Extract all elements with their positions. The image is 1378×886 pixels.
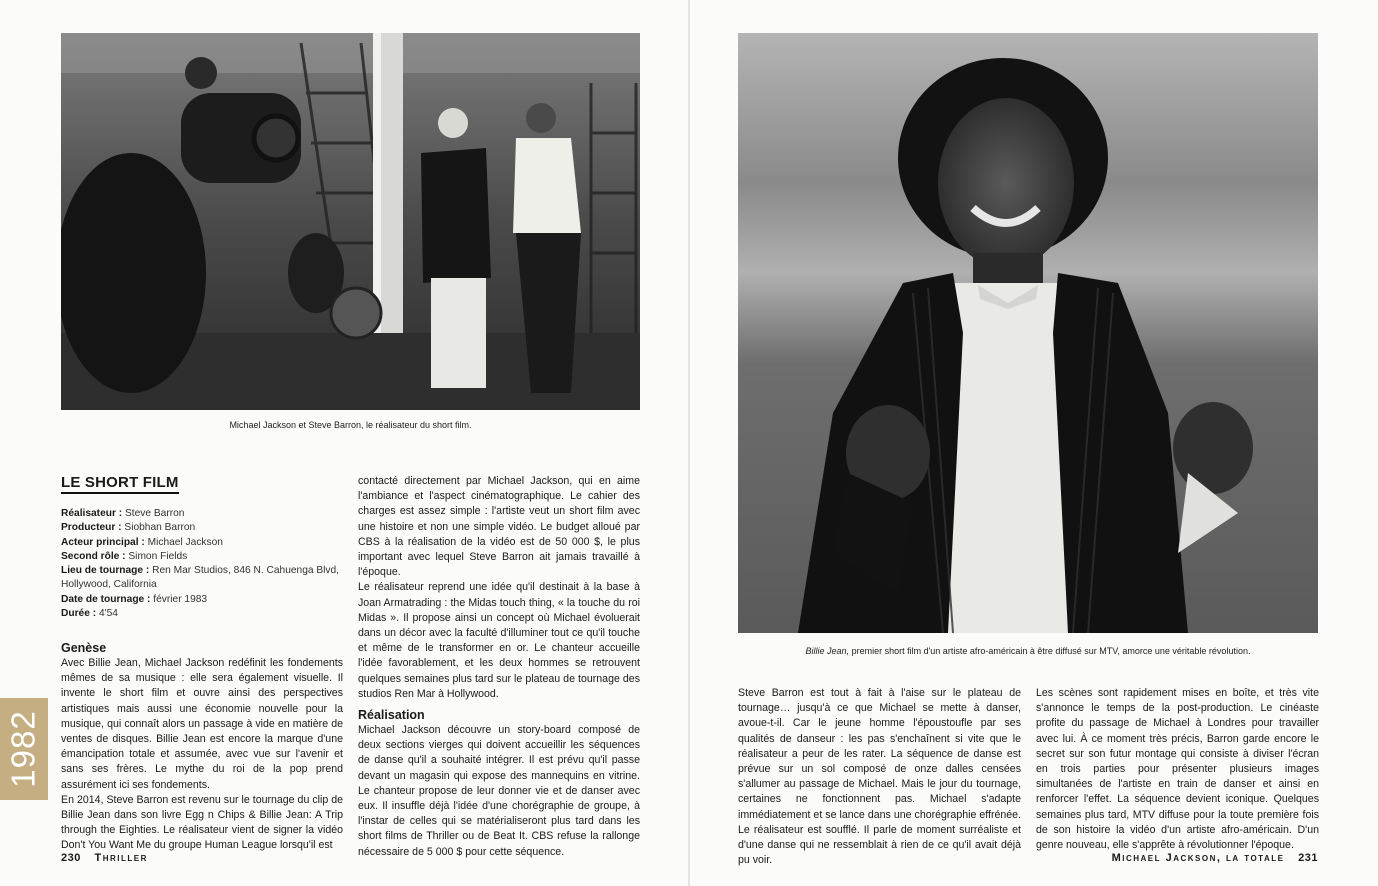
credit-value: Michael Jackson	[147, 536, 223, 548]
billie-jean-photo	[738, 33, 1318, 633]
credit-value: Siobhan Barron	[124, 522, 196, 534]
year-tab	[0, 698, 48, 800]
credits-block	[61, 507, 341, 621]
credit-value: Steve Barron	[125, 508, 185, 519]
credit-label: Lieu de tournage :	[61, 565, 150, 577]
credit-label: Durée :	[61, 608, 97, 620]
credit-row	[61, 536, 341, 550]
folio-title: Thriller	[94, 852, 148, 864]
credit-label: Producteur :	[61, 522, 122, 534]
col3-paragraph: Steve Barron est tout à fait à l'aise sur le plateau de tournage… jusqu'à ce que Michael se mette à danser, avoue-t-il. Car le jeune homme l'époustoufle par ses qualités de danseur : les pas s'enchaînent si vite que le réalisateur a peur de les rater. La séquence de danse est prévue sur un sol composé de onze dalles censées s'allumer au passage de Michael. Mais le jour du tournage, certaines ne fonctionnent pas. Michael s'adapte immédiatement et se lance dans une chorégraphie effrénée. Le réalisateur est soufflé. Il parle de moment surréaliste et d'une danse qui ne ressemblait à rien de ce qu'il avait déjà pu voir.	[738, 687, 1021, 867]
text-column-3	[738, 686, 1021, 868]
genese-heading: Genèse	[61, 641, 107, 655]
genese-paragraph-1: Avec Billie Jean, Michael Jackson redéfinit les fondements mêmes de sa musique : elle sera également visuelle. Il invente le short film et ouvre ainsi des perspectives artistiques mais aussi une économie nouvelle pour la musique, qui connaît alors un passage à vide en matière de ventes de disques. Billie Jean est encore la marque d'une émancipation totale et assumée, avec vue sur l'avenir et sans ses frères. Le mythe du roi de la pop prend assurément ici ses fondements.	[61, 657, 343, 791]
year-label: 1982	[5, 710, 43, 788]
credit-value: 4'54	[98, 608, 118, 620]
credit-label: Date de tournage :	[61, 593, 151, 605]
text-column-4	[1036, 686, 1319, 853]
page-number: 231	[1298, 852, 1318, 864]
credit-value: février 1983	[153, 593, 208, 605]
credit-row	[61, 593, 341, 607]
credit-row	[61, 507, 341, 521]
credit-row	[61, 607, 341, 621]
credit-label: Acteur principal :	[61, 536, 145, 548]
credit-value: Ren Mar Studios, 846 N. Cahuenga Blvd, Hollywood, California	[61, 565, 340, 591]
col2-paragraph-2: Le réalisateur reprend une idée qu'il destinait à la base à Joan Armatrading : the Midas touch thing, « la touche du roi Midas ». Il propose ainsi un concept où Michael évoluerait dans un décor avec la faculté d'illuminer tout ce qu'il touche et même de le transformer en or. Le chanteur accueille l'idée favorablement, et les deux hommes se retrouvent quelques semaines plus tard sur le plateau de tournage des studios Ren Mar à Hollywood.	[358, 581, 640, 700]
billie-jean-photo-caption	[738, 646, 1318, 656]
credit-label: Réalisateur :	[61, 508, 123, 519]
col2-paragraph-3: Michael Jackson découvre un story-board composé de deux sections vierges qui doivent accueillir les séquences de danse qu'il a souhaité intégrer. Il est prévu qu'il passe devant un magasin qui expose des mannequins en vitrine. Le chanteur propose de leur donner vie et de danser avec eux. Il insuffle déjà l'idée d'une chorégraphie de groupe, à l'instar de celles qui se matérialiseront plus tard dans les short films de Thriller ou de Beat It. CBS refuse la rallonge nécessaire de 5 000 $ pour cette séquence.	[358, 724, 640, 858]
text-column-2	[358, 474, 640, 860]
credit-row	[61, 550, 341, 564]
text-column-1	[61, 641, 343, 854]
film-set-photo-caption: Michael Jackson et Steve Barron, le réalisateur du short film.	[229, 420, 472, 430]
film-set-photo	[61, 33, 640, 410]
credit-value: Simon Fields	[128, 550, 188, 562]
credit-row	[61, 564, 341, 593]
realisation-heading: Réalisation	[358, 708, 425, 723]
section-title: LE SHORT FILM	[61, 474, 179, 494]
col2-paragraph-1: contacté directement par Michael Jackson, qui en aime l'ambiance et l'aspect cinématographique. Le cahier des charges est assez simple : l'artiste veut un short film avec une histoire et non une simple vidéo. Le budget alloué par CBS à la réalisation de la vidéo est de 50 000 $, le plus important avec lequel Steve Barron ait jamais travaillé à l'époque.	[358, 475, 640, 579]
caption-title: Billie Jean,	[805, 646, 850, 656]
caption-text: premier short film d'un artiste afro-américain à être diffusé sur MTV, amorce une véritable révolution.	[851, 646, 1251, 656]
page-number: 230	[61, 852, 81, 864]
credit-label: Second rôle :	[61, 550, 126, 562]
credit-row	[61, 521, 341, 535]
col4-paragraph: Les scènes sont rapidement mises en boîte, et très vite s'annonce le temps de la post-production. Le cinéaste profite du passage de Michael à Londres pour travailler avec lui. À ce moment très précis, Barron garde encore le secret sur son futur montage qui consiste à diviser l'écran en trois parties pour présenter plusieurs images simultanées de l'artiste en train de danser et ainsi en renforcer l'effet. La séquence devient iconique. Quelques semaines plus tard, MTV diffuse pour la toute première fois de son histoire la vidéo d'un artiste afro-américain. D'un genre nouveau, elle s'apprête à révolutionner l'époque.	[1036, 687, 1319, 852]
left-folio	[61, 852, 148, 864]
folio-title: Michael Jackson, la totale	[1111, 852, 1285, 864]
billie-jean-photo-illustration	[738, 33, 1318, 633]
film-set-photo-illustration	[61, 33, 640, 410]
right-page	[690, 0, 1378, 886]
genese-paragraph-2: En 2014, Steve Barron est revenu sur le tournage du clip de Billie Jean dans son livre Egg n Chips & Billie Jean: A Trip through the Eighties. Le réalisateur vient de signer la vidéo Don't You Want Me du groupe Human League lorsqu'il est	[61, 793, 343, 852]
left-page	[0, 0, 688, 886]
right-folio	[1112, 852, 1318, 864]
